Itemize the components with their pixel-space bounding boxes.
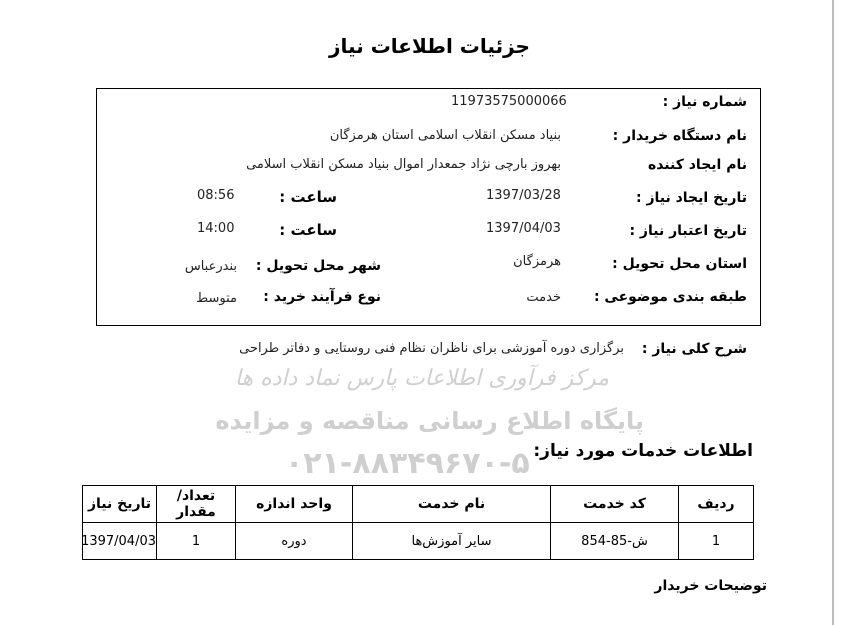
category-label: طبقه بندی موضوعی :	[593, 289, 747, 305]
created-time-label: ساعت :	[279, 188, 337, 206]
created-date-value: 1397/03/28	[486, 188, 561, 203]
validity-time-value: 14:00	[197, 221, 235, 236]
col-need-date-header: تاریخ نیاز	[83, 486, 157, 523]
creator-label: نام ایجاد کننده	[647, 157, 747, 173]
delivery-province-label: استان محل تحویل :	[612, 256, 747, 272]
purchase-process-value: متوسط	[196, 291, 237, 306]
cell-service-name: سایر آموزش‌ها	[353, 523, 551, 560]
validity-date-label: تاریخ اعتبار نیاز :	[629, 223, 747, 239]
delivery-city-value: بندرعباس	[184, 259, 237, 274]
validity-time-label: ساعت :	[279, 221, 337, 239]
description-label: شرح کلی نیاز :	[641, 341, 747, 357]
buyer-org-value: بنیاد مسکن انقلاب اسلامی استان هرمزگان	[329, 128, 561, 143]
buyer-notes-label: توضیحات خریدار	[654, 578, 767, 594]
page-title: جزئیات اطلاعات نیاز	[329, 34, 530, 58]
purchase-process-label: نوع فرآیند خرید :	[263, 289, 381, 305]
col-service-code-header: کد خدمت	[551, 486, 679, 523]
table-row	[83, 523, 754, 560]
col-quantity-header: تعداد/ مقدار	[157, 486, 236, 523]
cell-quantity: 1	[157, 523, 236, 560]
cell-unit: دوره	[236, 523, 353, 560]
page-edge-line	[832, 0, 834, 625]
delivery-city-label: شهر محل تحویل :	[255, 258, 381, 274]
category-value: خدمت	[526, 290, 561, 305]
delivery-province-value: هرمزگان	[513, 254, 561, 269]
cell-service-code: ش-85-854	[551, 523, 679, 560]
col-row-number-header: ردیف	[679, 486, 754, 523]
created-date-label: تاریخ ایجاد نیاز :	[635, 190, 747, 206]
watermark-line3: ۰۲۱-۸۸۳۴۹۶۷۰-۵	[285, 446, 530, 481]
need-number-value: 11973575000066	[451, 94, 567, 109]
watermark-line2: پایگاه اطلاع رسانی مناقصه و مزایده	[215, 407, 644, 435]
creator-value: بهروز بارچی نژاد جمعدار اموال بنیاد مسکن انقلاب اسلامی	[246, 157, 561, 172]
cell-need-date: 1397/04/03	[83, 523, 157, 560]
services-heading: اطلاعات خدمات مورد نیاز:	[533, 441, 753, 461]
col-unit-header: واحد اندازه	[236, 486, 353, 523]
cell-row-number: 1	[679, 523, 754, 560]
description-value: برگزاری دوره آموزشی برای ناظران نظام فنی روستایی و دفاتر طراحی	[239, 341, 624, 356]
table-header-row	[83, 486, 754, 523]
watermark-line1: مرکز فرآوری اطلاعات پارس نماد داده ها	[234, 366, 609, 391]
col-service-name-header: نام خدمت	[353, 486, 551, 523]
need-number-label: شماره نیاز :	[662, 94, 747, 110]
created-time-value: 08:56	[197, 188, 235, 203]
validity-date-value: 1397/04/03	[486, 221, 561, 236]
services-table	[82, 485, 754, 560]
buyer-org-label: نام دستگاه خریدار :	[612, 128, 747, 144]
